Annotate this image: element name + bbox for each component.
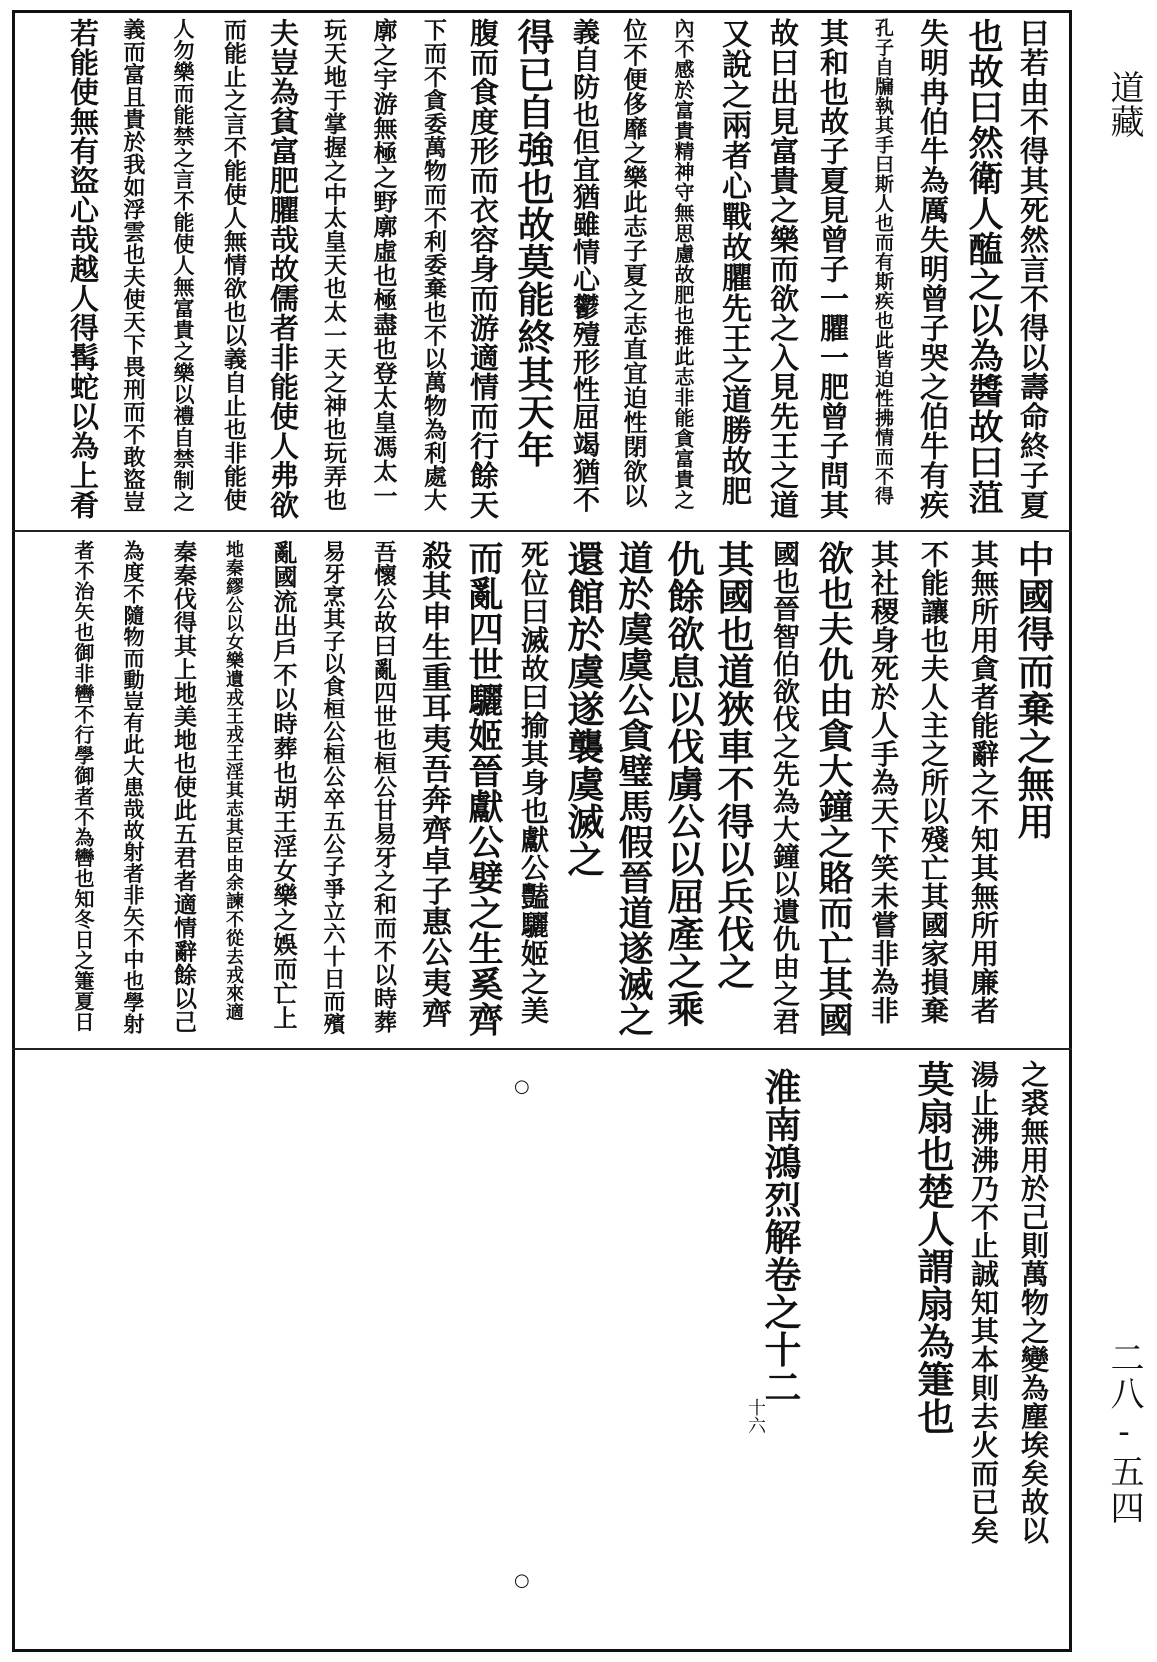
text-band-2 (26, 540, 1058, 1040)
text-column: 不能讓也夫人主之所以殘亡其國家損棄 (917, 540, 950, 1025)
text-column: 之裘無用於己則萬物之變為塵埃矣故以 (1017, 1060, 1050, 1545)
text-column: 其和也故子夏見曾子一臞一肥曾子問其 (816, 18, 850, 520)
circle-mark: ○ (514, 1076, 530, 1097)
text-column: 易牙烹其子以食桓公桓公卒五公子爭立六十日而殯 (320, 540, 346, 1035)
text-column: 其社稷身死於人手為天下笑未嘗非為非 (867, 540, 900, 1025)
text-column: 義而富且貴於我如浮雲也夫使天下畏刑而不敢盜豈 (120, 18, 146, 513)
text-column: 地秦繆公以女樂遺戎王戎王淫其志其臣由余諫不從去戎來適 (223, 540, 244, 1021)
text-column: 國也晉智伯欲伐之先為大鐘以遺仇由之君 (768, 540, 799, 1035)
text-column: 中國得而棄之無用 (1011, 540, 1055, 840)
band-divider-1 (12, 530, 1072, 532)
text-column: 腹而食度形而衣容身而游適情而行餘天 (466, 18, 500, 520)
side-label: 道藏 (1104, 70, 1144, 138)
text-column: 還館於虞遂襲虞滅之 (561, 540, 605, 878)
text-column: 曰若由不得其死然言不得以壽命終子夏 (1016, 18, 1050, 520)
text-column: 玩天地于掌握之中太皇天也太一天之神也玩弄也 (320, 18, 347, 512)
text-column: 廓之宇游無極之野廓虛也極盡也登太皇馮太一 (369, 18, 398, 508)
text-column: 若能使無有盜心哉越人得髯蛇以為上肴 (66, 18, 100, 520)
text-column: 得已自強也故莫能終其天年 (511, 18, 555, 468)
band-divider-2 (12, 1048, 1072, 1050)
text-column: 莫扇也楚人謂扇為箑也 (911, 1060, 955, 1435)
text-column: 欲也夫仇由貪大鐘之賂而亡其國 (813, 540, 854, 1037)
text-band-3 (26, 1060, 1058, 1560)
text-column: 也故曰然衛人醢之以為醬故曰菹 (963, 18, 1004, 515)
text-band-1 (26, 18, 1058, 524)
text-column: 而能止之言不能使人無情欲也以義自止也非能使 (220, 18, 247, 512)
text-column: 亂國流出戶不以時葬也胡王淫女樂之娛而亡上 (269, 540, 298, 1030)
page-number: 二八-五四 (1104, 1340, 1144, 1526)
text-column: 其國也道狹車不得以兵伐之 (711, 540, 755, 990)
text-column: 殺其申生重耳夷吾奔齊卓子惠公夷齊 (416, 540, 451, 1028)
text-column: 孔子自牖執其手曰斯人也而有斯疾也此皆迫性拂情而不得 (872, 18, 894, 506)
circle-mark: ○ (514, 1570, 530, 1591)
text-column: 秦秦伐得其上地美地也使此五君者適情辭餘以己 (170, 540, 197, 1034)
text-column: 人勿樂而能禁之言不能使人無富貴之樂以禮自禁制之 (171, 18, 196, 513)
text-column: 死位曰滅故曰揄其身也獻公豔驪姬之美 (517, 540, 550, 1025)
text-column: 道於虞虞公貪璧馬假晉道遂滅之 (613, 540, 654, 1037)
text-column: 而亂四世驪姬晉獻公嬖之生奚齊 (463, 540, 504, 1037)
text-column: 位不便侈靡之樂此志子夏之志直宜迫性閉欲以 (619, 18, 648, 508)
text-column: 下而不貪委萬物而不利委棄也不以萬物為利處大 (420, 18, 447, 512)
text-column: 吾懷公故曰亂四世也桓公甘易牙之和而不以時葬 (370, 540, 397, 1034)
text-column: 義自防也但宜猶雖情心鬱殪形性屈竭猶不 (568, 18, 599, 513)
text-column: 又說之兩者心戰故臞先王之道勝故肥 (716, 18, 751, 506)
text-column: 夫豈為貧富肥臞哉故儒者非能使人弗欲 (266, 18, 300, 520)
text-column: 為度不隨物而動豈有此大患哉故射者非矢不中也學射 (121, 540, 146, 1035)
text-column: 內不感於富貴精神守無思慮故肥也推此志非能貪富貴之 (671, 18, 695, 510)
text-column: 仇餘欲息以伐虜公以屈產之乘 (661, 540, 705, 1028)
text-column: 故曰出見富貴之樂而欲之入見先王之道 (766, 18, 800, 520)
text-column: 失明冉伯牛為厲失明曾子哭之伯牛有疾 (916, 18, 950, 520)
text-column: 者不治矢也御非轡不行學御者不為轡也知冬日之箑夏日 (71, 540, 95, 1032)
text-column: 其無所用貪者能辭之不知其無所用廉者 (967, 540, 1000, 1025)
juan-title: 淮南鴻烈解卷之十二 (758, 1068, 802, 1406)
leaf-mark: 十六 (745, 1398, 766, 1434)
text-column: 湯止沸沸乃不止誠知其本則去火而已矣 (967, 1060, 1000, 1545)
